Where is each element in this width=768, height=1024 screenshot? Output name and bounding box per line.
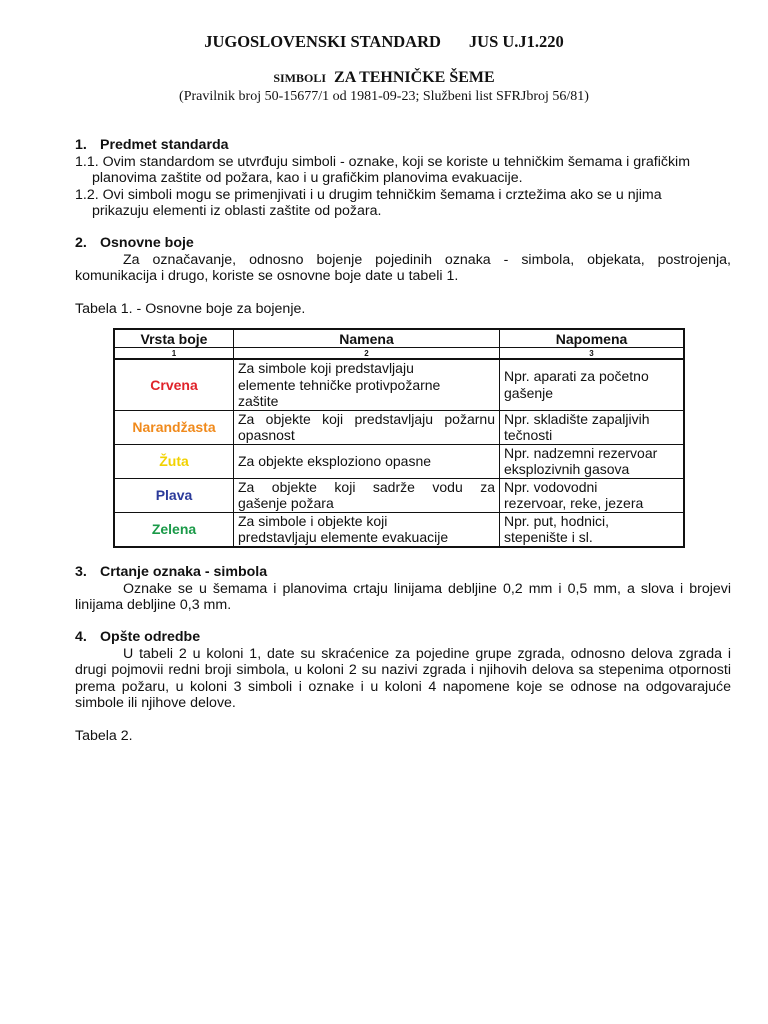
document-title (0, 32, 768, 52)
note-line: Npr. skladište zapaljivih (504, 410, 650, 427)
table-column-numbers: 1 2 3 (114, 348, 684, 360)
color-name-cell: Zelena (114, 512, 234, 547)
section-4-text: U tabeli 2 u koloni 1, date su skraćenice za pojedine grupe zgrada, odnosno delova zgrada i drugi pojmovii redni broji simbola, u koloni 2 su nazivi zgrada i njihovih delova sa stepenima otpornosti prema požaru, u koloni 3 simboli i oznake i u koloni 4 napomene koje se odnose na odgovarajuće simbole ili njihove delove. (75, 645, 731, 711)
table-row (114, 410, 684, 444)
table-row (114, 512, 684, 547)
section-3-heading: 3. Crtanje oznaka - simbola (75, 564, 268, 580)
section-3 (75, 564, 731, 614)
color-name-cell: Plava (114, 478, 234, 512)
document-reference: (Pravilnik broj 50-15677/1 od 1981-09-23; Službeni list SFRJbroj 56/81) (179, 89, 589, 104)
section-1 (75, 137, 731, 220)
colors-table (113, 328, 685, 548)
section-1-1-line1: 1.1. Ovim standardom se utvrđuju simboli - oznake, koji se koriste u tehničkim šemama i grafičkim (75, 153, 691, 170)
purpose-cell (234, 410, 500, 444)
color-name-cell: Žuta (114, 444, 234, 478)
note-cell (500, 512, 685, 547)
section-1-1-line2: planovima zaštite od požara, kao i u grafičkim planovima evakuacije. (92, 170, 523, 186)
note-line: rezervoar, reke, jezera (504, 495, 644, 511)
purpose-line: Za simbole i objekte koji (238, 512, 388, 529)
table-row (114, 478, 684, 512)
note-line: Npr. nadzemni rezervoar (504, 444, 658, 461)
purpose-line: gašenje požara (238, 495, 334, 511)
standard-name: JUGOSLOVENSKI STANDARD (204, 32, 441, 51)
table-1-caption: Tabela 1. - Osnovne boje za bojenje. (75, 300, 306, 317)
purpose-line: Za objekte koji sadrže vodu za (238, 478, 495, 495)
note-line: eksplozivnih gasova (504, 461, 630, 477)
note-cell (500, 410, 685, 444)
note-line: gašenje (504, 384, 554, 401)
note-cell (500, 444, 685, 478)
document-subtitle (0, 69, 768, 87)
section-4-heading: 4. Opšte odredbe (75, 629, 201, 645)
standard-code: JUS U.J1.220 (468, 32, 564, 51)
header-color-type: Vrsta boje (114, 329, 234, 348)
table-row (114, 359, 684, 410)
note-cell (500, 478, 685, 512)
header-purpose: Namena (234, 329, 500, 348)
purpose-line: elemente tehničke protivpožarne (238, 376, 441, 393)
note-line: stepenište i sl. (504, 529, 593, 545)
section-1-heading: 1. Predmet standarda (75, 137, 229, 153)
purpose-cell (234, 444, 500, 478)
subtitle-small: SIMBOLI (273, 71, 327, 85)
purpose-line: opasnost (238, 427, 295, 443)
purpose-line: Za simbole koji predstavljaju (238, 360, 414, 376)
section-1-2-line2: prikazuju elementi iz oblasti zaštite od požara. (92, 203, 382, 219)
section-2-text: Za označavanje, odnosno bojenje pojedinih oznaka - simbola, objekata, postrojenja, komunikacija i drugo, koriste se osnovne boje date u tabeli 1. (75, 251, 731, 284)
purpose-cell (234, 478, 500, 512)
subtitle-main: ZA TEHNIČKE ŠEME (334, 69, 495, 86)
color-name-cell: Narandžasta (114, 410, 234, 444)
section-2-heading: 2. Osnovne boje (75, 235, 194, 251)
section-4 (75, 629, 731, 744)
purpose-cell (234, 359, 500, 410)
color-name-cell: Crvena (114, 359, 234, 410)
section-1-2-line1: 1.2. Ovi simboli mogu se primenjivati i u drugim tehničkim šemama i crztežima ako se u njima (75, 186, 662, 203)
table-row (114, 444, 684, 478)
note-line: Npr. aparati za početno (504, 368, 649, 385)
purpose-line: predstavljaju elemente evakuacije (238, 529, 449, 545)
purpose-line: Za objekte eksploziono opasne (238, 452, 432, 469)
note-cell (500, 359, 685, 410)
purpose-line: Za objekte koji predstavljaju požarnu (238, 410, 495, 427)
note-line: tečnosti (504, 427, 553, 443)
purpose-line: zaštite (238, 393, 279, 409)
note-line: Npr. put, hodnici, (504, 512, 610, 529)
note-line: Npr. vodovodni (504, 478, 598, 495)
purpose-cell (234, 512, 500, 547)
section-3-text: Oznake se u šemama i planovima crtaju linijama debljine 0,2 mm i 0,5 mm, a slova i brojevi linijama debljine 0,3 mm. (75, 580, 731, 613)
header-note: Napomena (500, 329, 685, 348)
table-2-caption: Tabela 2. (75, 727, 133, 744)
section-2 (75, 235, 731, 317)
table-header-row (114, 329, 684, 348)
